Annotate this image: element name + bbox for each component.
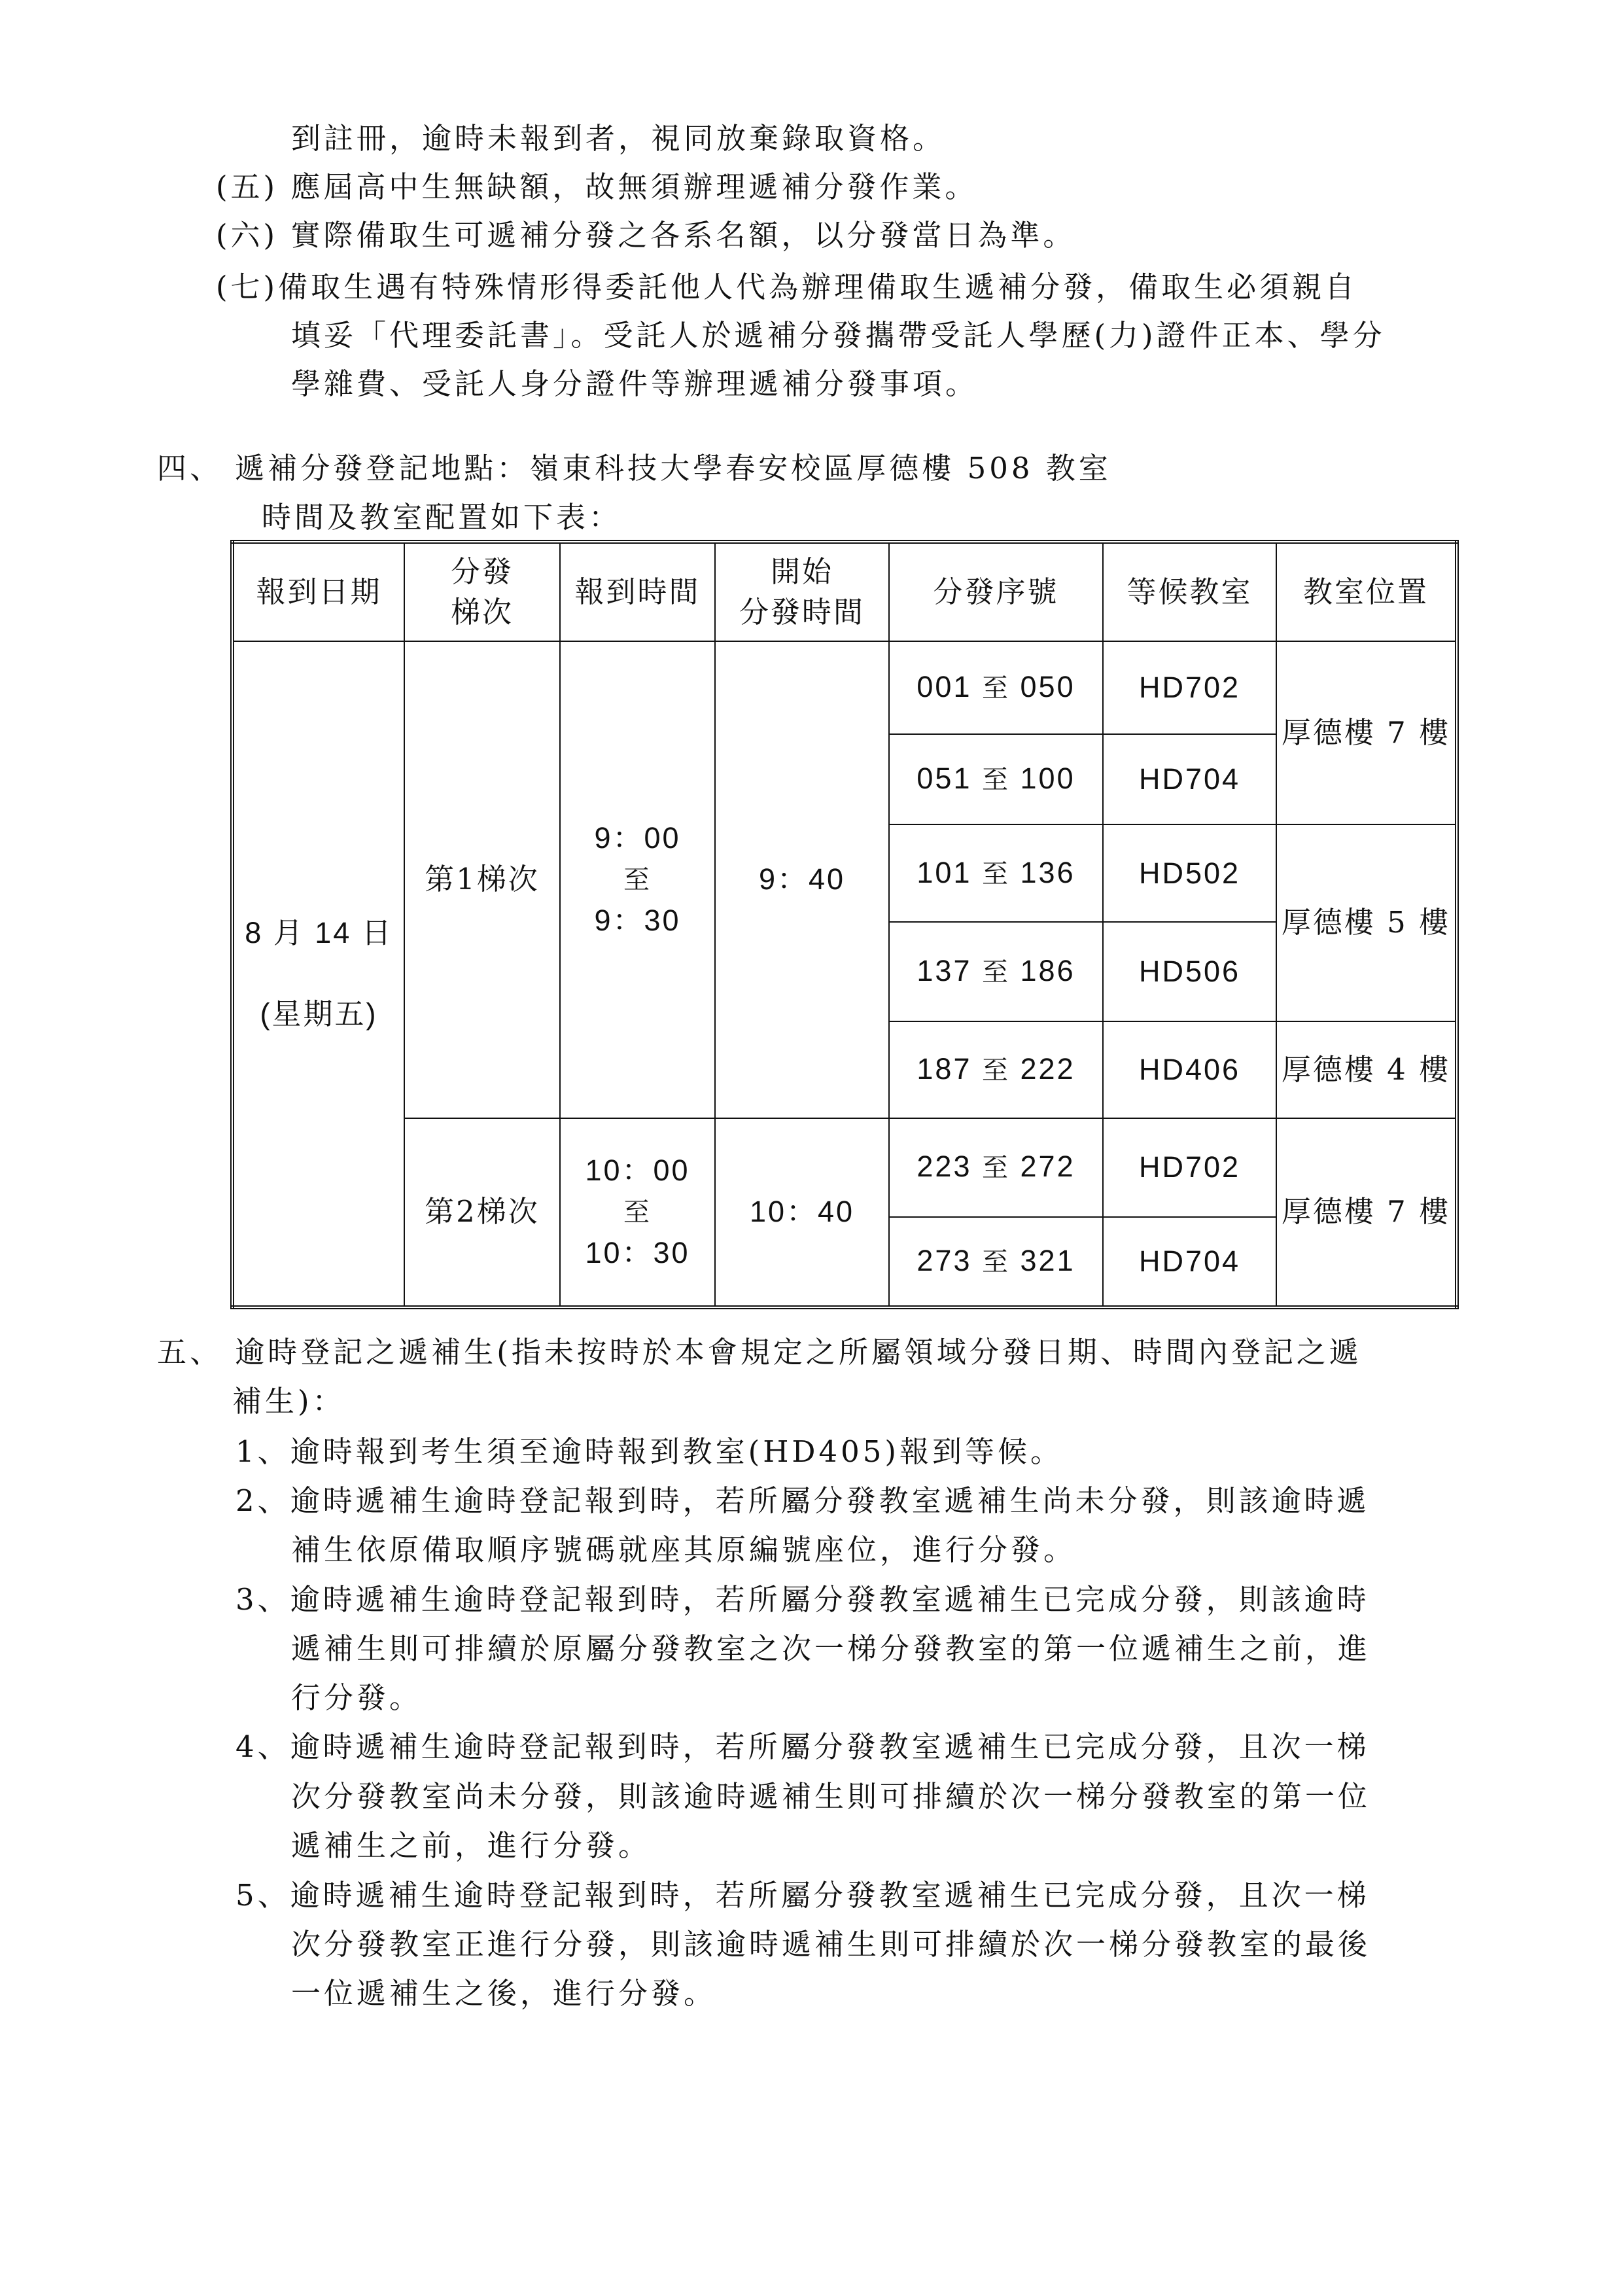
seq-range: 051 至 100: [889, 734, 1103, 825]
sec5-item-4-line-3: 遞補生之前，進行分發。: [291, 1828, 652, 1863]
batch-1-checkin-cell: 9：00 至 9：30: [560, 641, 715, 1118]
sec5-item-5-line-2: 次分發教室正進行分發，則該逾時遞補生則可排續於次一梯分發教室的最後: [291, 1927, 1371, 1962]
table-header-row: [232, 542, 1457, 641]
sec3-item-6: (六) 實際備取生可遞補分發之各系名額，以分發當日為準。: [216, 218, 1076, 253]
sec4-subheading: 時間及教室配置如下表：: [262, 500, 622, 535]
waiting-room: HD704: [1103, 1217, 1276, 1307]
sec5-item-5-line-1: 5、逾時遞補生逾時登記報到時，若所屬分發教室遞補生已完成分發，且次一梯: [236, 1878, 1370, 1913]
seq-range: 001 至 050: [889, 641, 1103, 734]
sec5-item-3-line-1: 3、逾時遞補生逾時登記報到時，若所屬分發教室遞補生已完成分發，則該逾時: [236, 1582, 1370, 1617]
sec5-item-5-line-3: 一位遞補生之後，進行分發。: [291, 1976, 717, 2011]
waiting-room: HD702: [1103, 1118, 1276, 1218]
location-cell: 厚德樓 7 樓: [1276, 1118, 1457, 1308]
sec3-item-7-line-1: (七)備取生遇有特殊情形得委託他人代為辦理備取生遞補分發，備取生必須親自: [216, 270, 1358, 304]
sec5-item-1: 1、逾時報到考生須至逾時報到教室(HD405)報到等候。: [236, 1434, 1063, 1469]
sec5-item-2-line-2: 補生依原備取順序號碼就座其原編號座位，進行分發。: [291, 1532, 1077, 1567]
header-waiting-room: 等候教室: [1103, 542, 1276, 641]
seq-range: 101 至 136: [889, 824, 1103, 922]
sec5-item-3-line-3: 行分發。: [291, 1680, 423, 1715]
table-row: [232, 641, 1457, 734]
sec5-item-3-line-2: 遞補生則可排續於原屬分發教室之次一梯分發教室的第一位遞補生之前，進: [291, 1631, 1371, 1666]
header-batch: 分發 梯次: [404, 542, 560, 641]
waiting-room: HD702: [1103, 641, 1276, 734]
header-room-location: 教室位置: [1276, 542, 1457, 641]
date-cell: 8 月 14 日 (星期五): [232, 641, 404, 1307]
header-sequence: 分發序號: [889, 542, 1103, 641]
seq-range: 137 至 186: [889, 922, 1103, 1021]
sec5-heading-line-1: 五、 逾時登記之遞補生(指未按時於本會規定之所屬領域分發日期、時間內登記之遞: [157, 1335, 1362, 1369]
sec3-line-1: 到註冊，逾時未報到者，視同放棄錄取資格。: [291, 121, 946, 156]
schedule-table: [230, 540, 1459, 1309]
batch-1-start-cell: 9：40: [715, 641, 889, 1118]
header-date: 報到日期: [232, 542, 404, 641]
batch-2-checkin-cell: 10：00 至 10：30: [560, 1118, 715, 1308]
batch-1-cell: 第1梯次: [404, 641, 560, 1118]
location-cell: 厚德樓 7 樓: [1276, 641, 1457, 824]
sec5-item-4-line-2: 次分發教室尚未分發，則該逾時遞補生則可排續於次一梯分發教室的第一位: [291, 1779, 1371, 1814]
sec4-heading: 四、 遞補分發登記地點：嶺東科技大學春安校區厚德樓 508 教室: [157, 451, 1111, 486]
location-cell: 厚德樓 4 樓: [1276, 1021, 1457, 1118]
sec3-item-5: (五) 應屆高中生無缺額，故無須辦理遞補分發作業。: [216, 169, 978, 204]
waiting-room: HD502: [1103, 824, 1276, 922]
batch-2-cell: 第2梯次: [404, 1118, 560, 1308]
table-row: [232, 1118, 1457, 1218]
sec5-item-2-line-1: 2、逾時遞補生逾時登記報到時，若所屬分發教室遞補生尚未分發，則該逾時遞: [236, 1483, 1370, 1518]
batch-2-start-cell: 10：40: [715, 1118, 889, 1308]
header-checkin-time: 報到時間: [560, 542, 715, 641]
sec3-item-7-line-2: 填妥「代理委託書」。受託人於遞補分發攜帶受託人學歷(力)證件正本、學分: [291, 318, 1386, 353]
location-cell: 厚德樓 5 樓: [1276, 824, 1457, 1021]
waiting-room: HD506: [1103, 922, 1276, 1021]
sec3-item-7-line-3: 學雜費、受託人身分證件等辦理遞補分發事項。: [291, 366, 979, 401]
seq-range: 187 至 222: [889, 1021, 1103, 1118]
header-start-time: 開始 分發時間: [715, 542, 889, 641]
sec5-item-4-line-1: 4、逾時遞補生逾時登記報到時，若所屬分發教室遞補生已完成分發，且次一梯: [236, 1729, 1370, 1764]
seq-range: 223 至 272: [889, 1118, 1103, 1218]
sec5-heading-line-2: 補生)：: [232, 1384, 345, 1419]
seq-range: 273 至 321: [889, 1217, 1103, 1307]
waiting-room: HD406: [1103, 1021, 1276, 1118]
waiting-room: HD704: [1103, 734, 1276, 825]
